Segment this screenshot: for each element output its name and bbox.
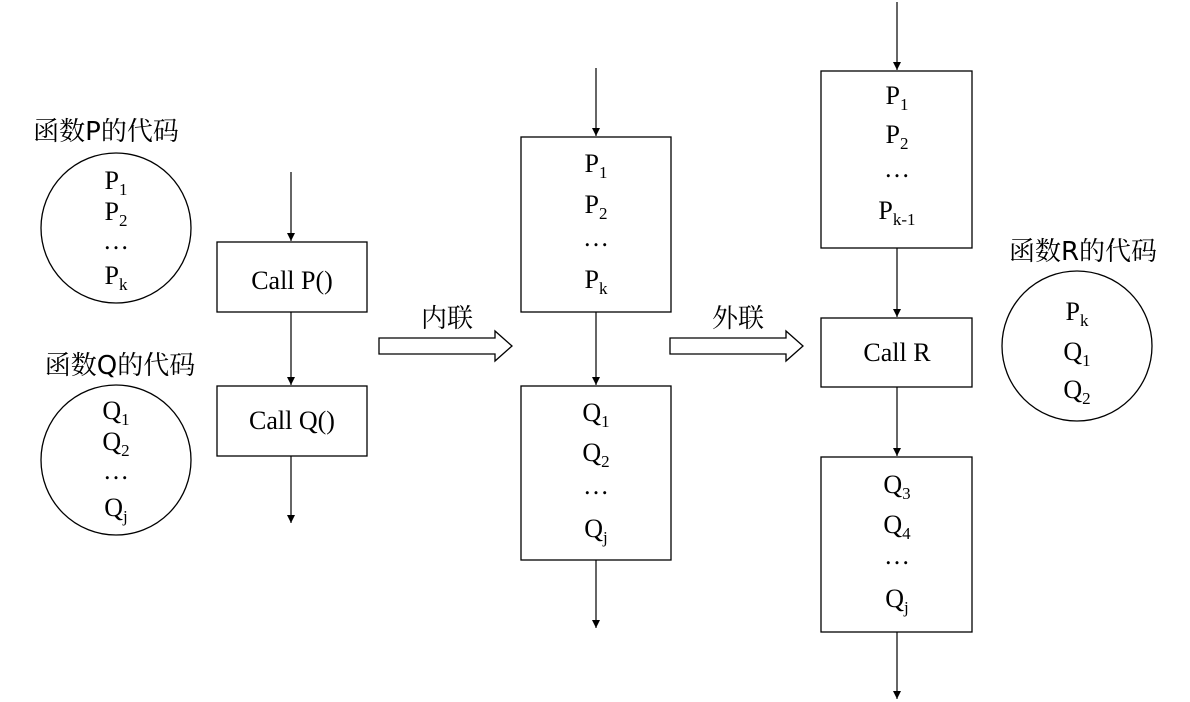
inlined-q-line-4: $Q_j$ [584,514,608,547]
function-q-list [102,396,129,526]
function-p-list [103,166,129,294]
function-p-caption: 函数P的代码 [33,117,179,147]
inlined-p-line-3: … [583,223,609,252]
function-r-list [1063,297,1090,408]
outlined-top-line-2: $P_2$ [885,120,909,153]
function-q-line-2: $Q_2$ [102,427,130,460]
outlined-top-line-1: $P_1$ [885,81,909,114]
function-r-line-1: $P_k$ [1065,297,1089,330]
function-q-caption: 函数Q的代码 [44,351,196,381]
function-p-line-3: … [103,226,129,255]
outlined-bottom-line-3: … [884,541,910,570]
function-p-line-1: $P_1$ [104,166,128,199]
function-r-line-3: $Q_2$ [1063,375,1091,408]
function-p-line-2: $P_2$ [104,197,128,230]
inlined-q-line-1: $Q_1$ [582,398,610,431]
outlined-top-line-3: … [884,154,910,183]
function-q-line-3: … [103,456,129,485]
inlined-p-line-4: $P_k$ [584,265,608,298]
function-r-line-2: $Q_1$ [1063,337,1091,370]
call-q-label: Call Q() [249,406,335,435]
function-q-line-1: $Q_1$ [102,396,130,429]
outline-arrow-label: 外联 [711,304,765,334]
inline-arrow [379,331,512,361]
outlined-bottom-line-2: $Q_4$ [883,510,911,543]
inlined-q-line-2: $Q_2$ [582,438,610,471]
call-p-label: Call P() [251,266,333,295]
function-p-line-4: $P_k$ [104,261,128,294]
outline-arrow [670,331,803,361]
outlined-top-line-4: $P_{k-1}$ [878,196,916,229]
function-q-line-4: $Q_j$ [104,493,128,526]
function-r-caption: 函数R的代码 [1008,237,1158,267]
inline-arrow-label: 内联 [420,304,474,334]
inlined-p-line-1: $P_1$ [584,149,608,182]
outlined-bottom-line-1: $Q_3$ [883,470,911,503]
call-r-label: Call R [863,338,931,367]
inlined-q-line-3: … [583,471,609,500]
outlined-bottom-line-4: $Q_j$ [885,584,909,617]
inlined-p-line-2: $P_2$ [584,190,608,223]
